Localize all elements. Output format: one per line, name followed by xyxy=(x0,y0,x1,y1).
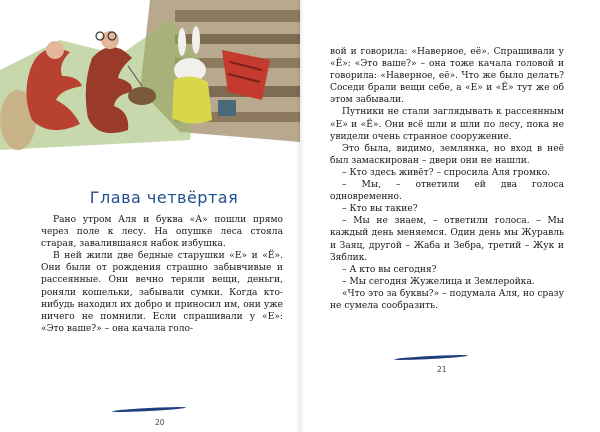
paragraph: – Мы сегодня Жужелица и Землеройка. xyxy=(342,276,535,287)
paragraph: – Кто вы такие? xyxy=(342,204,418,215)
paragraph: – А кто вы сегодня? xyxy=(342,264,437,275)
book-gutter xyxy=(296,0,304,432)
left-page-text xyxy=(41,214,283,335)
paragraph: – Мы, – ответили ей два голоса одновременно. xyxy=(330,180,564,203)
footer-swash xyxy=(394,354,468,361)
page-number: 20 xyxy=(155,418,165,427)
right-page-text xyxy=(330,46,564,312)
paragraph: Это была, видимо, землянка, но вход в неё был замаскирован – двери они не нашли. xyxy=(330,143,564,166)
paragraph: Рано утром Аля и буква «А» пошли прямо через поле к лесу. На опушке леса стояла старая, завалившаяся набок избушка. xyxy=(41,215,283,250)
chapter-title: Глава четвёртая xyxy=(89,188,239,207)
paragraph: вой и говорила: «Наверное, её». Спрашивали у «Ё»: «Это ваше?» – она тоже качала головой и говорила: «Наверное, её». Что же было делать? Соседи брали вещи себе, а «Е» и «Ё» тут же об этом забывали. xyxy=(330,47,564,106)
paragraph: – Мы не знаем, – ответили голоса. – Мы каждый день меняемся. Один день мы Журавль и Заяц, другой – Жаба и Зебра, третий – Жук и Зяблик. xyxy=(330,216,564,263)
chapter-illustration xyxy=(0,0,300,158)
paragraph: – Кто здесь живёт? – спросила Аля громко. xyxy=(342,167,551,178)
paragraph: Путники не стали заглядывать к рассеянным «Е» и «Ё». Они всё шли и шли по лесу, пока не увидели очень странное сооружение. xyxy=(330,107,564,142)
paragraph: «Что это за буквы?» – подумала Аля, но сразу не сумела сообразить. xyxy=(330,288,564,311)
footer-swash xyxy=(112,406,186,413)
right-page xyxy=(300,0,600,432)
paragraph: В ней жили две бедные старушки «Е» и «Ё». Они были от рождения страшно забывчивые и рассеянные. Они вечно теряли вещи, деньги, роняли кошельки, забывали сумки. Когда кто-нибудь находил их добро и приносил им, они уже ничего не помнили. Если спрашивали у «Е»: «Это ваше?» – она качала голо- xyxy=(41,251,283,334)
page-number: 21 xyxy=(437,365,447,374)
